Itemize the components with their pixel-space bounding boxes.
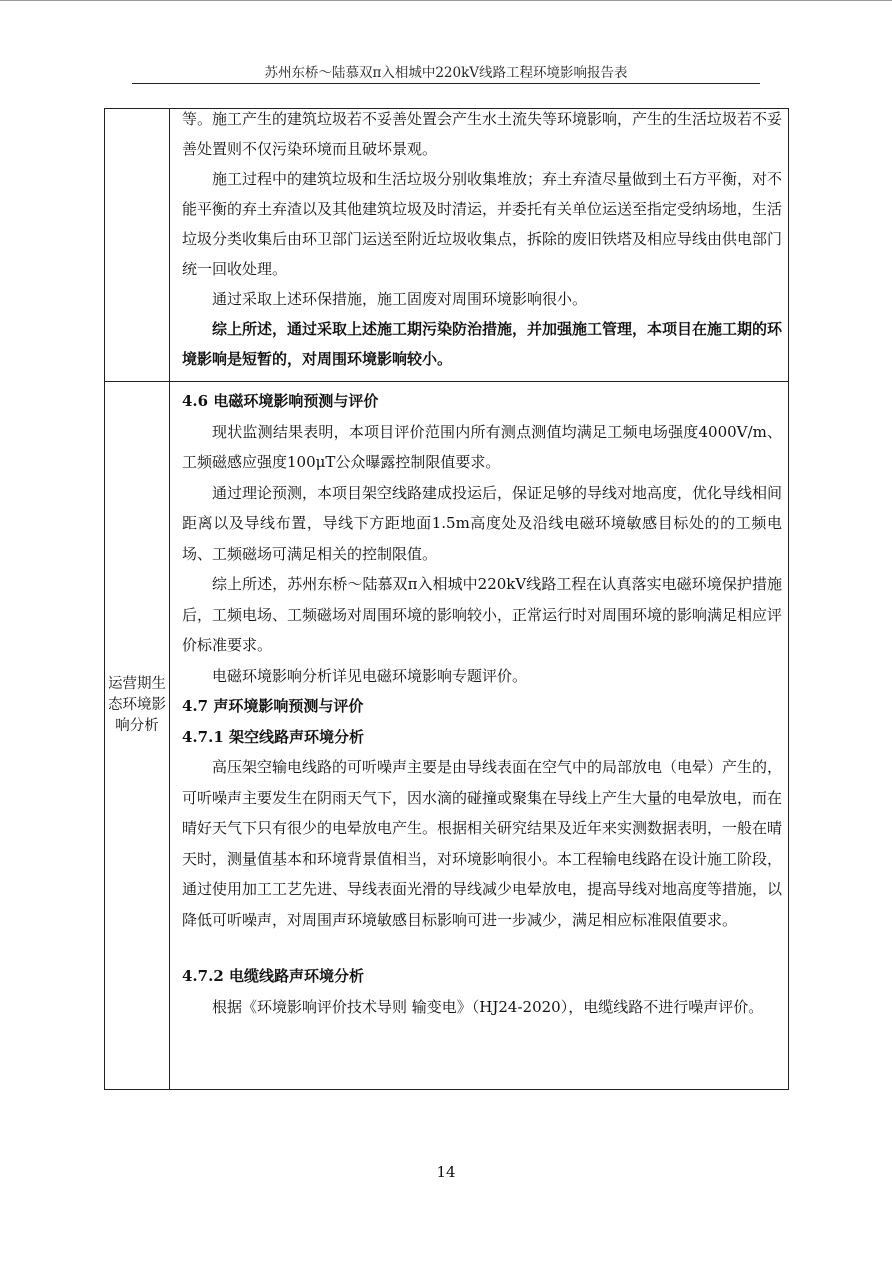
- operation-phase-cell: [182, 386, 782, 1022]
- section-heading-4-6: 4.6 电磁环境影响预测与评价: [182, 392, 379, 410]
- cable-noise-paragraph: 根据《环境影响评价技术导则 输变电》（HJ24-2020），电缆线路不进行噪声评价。: [212, 997, 764, 1016]
- em-paragraph-1: 现状监测结果表明，本项目评价范围内所有测点测值均满足工频电场强度4000V/m、工频磁感应强度100μT公众曝露控制限值要求。: [182, 422, 782, 471]
- construction-paragraph-3: 通过采取上述环保措施，施工固废对周围环境影响很小。: [212, 290, 588, 308]
- page-header-title: 苏州东桥～陆慕双π入相城中220kV线路工程环境影响报告表: [264, 65, 628, 81]
- construction-paragraph-1: 等。施工产生的建筑垃圾若不妥善处置会产生水土流失等环境影响，产生的生活垃圾若不妥善处置则不仅污染环境而且破坏景观。: [182, 110, 783, 158]
- em-paragraph-2: 通过理论预测，本项目架空线路建成投运后，保证足够的导线对地高度，优化导线相间距离以及导线布置，导线下方距地面1.5m高度处及沿线电磁环境敏感目标处的的工频电场、工频磁场可满足相关的控制限值。: [182, 483, 783, 563]
- section-heading-4-7-1: 4.7.1 架空线路声环境分析: [182, 727, 364, 746]
- page-top-rule: [0, 0, 892, 1]
- construction-paragraph-2: 施工过程中的建筑垃圾和生活垃圾分别收集堆放；弃土弃渣尽量做到土石方平衡，对不能平衡的弃土弃渣以及其他建筑垃圾及时清运，并委托有关单位运送至指定受纳场地，生活垃圾分类收集后由环卫部门运送至附近垃圾收集点，拆除的废旧铁塔及相应导线由供电部门统一回收处理。: [182, 170, 783, 278]
- section-heading-4-7: 4.7 声环境影响预测与评价: [182, 697, 364, 715]
- spacer: [182, 935, 782, 961]
- overhead-noise-paragraph: 高压架空输电线路的可听噪声主要是由导线表面在空气中的局部放电（电晕）产生的，可听噪声主要发生在阴雨天气下，因水滴的碰撞或聚集在导线上产生大量的电晕放电，而在晴好天气下只有很少的电晕放电产生。根据相关研究结果及近年来实测数据表明，一般在晴天时，测量值基本和环境背景值相当，对环境影响很小。本工程输电线路在设计施工阶段，通过使用加工工艺先进、导线表面光滑的导线减少电晕放电，提高导线对地高度等措施，以降低可听噪声，对周围声环境敏感目标影响可进一步减少，满足相应标准限值要求。: [182, 758, 783, 929]
- operation-phase-label: 运营期生态环境影响分析: [108, 676, 166, 734]
- table-row-divider: [104, 381, 789, 382]
- em-paragraph-3: 综上所述，苏州东桥～陆慕双π入相城中220kV线路工程在认真落实电磁环境保护措施后，工频电场、工频磁场对周围环境的影响较小，正常运行时对周围环境的影响满足相应评价标准要求。: [182, 575, 783, 654]
- page-number: 14: [436, 1163, 456, 1181]
- construction-phase-cell: [182, 104, 782, 374]
- header-rule: [132, 83, 760, 84]
- construction-conclusion: 综上所述，通过采取上述施工期污染防治措施，并加强施工管理，本项目在施工期的环境影响是短暂的，对周围环境影响较小。: [182, 320, 783, 368]
- section-heading-4-7-2: 4.7.2 电缆线路声环境分析: [182, 967, 364, 985]
- em-paragraph-4: 电磁环境影响分析详见电磁环境影响专题评价。: [212, 666, 528, 685]
- table-column-divider: [169, 108, 170, 1090]
